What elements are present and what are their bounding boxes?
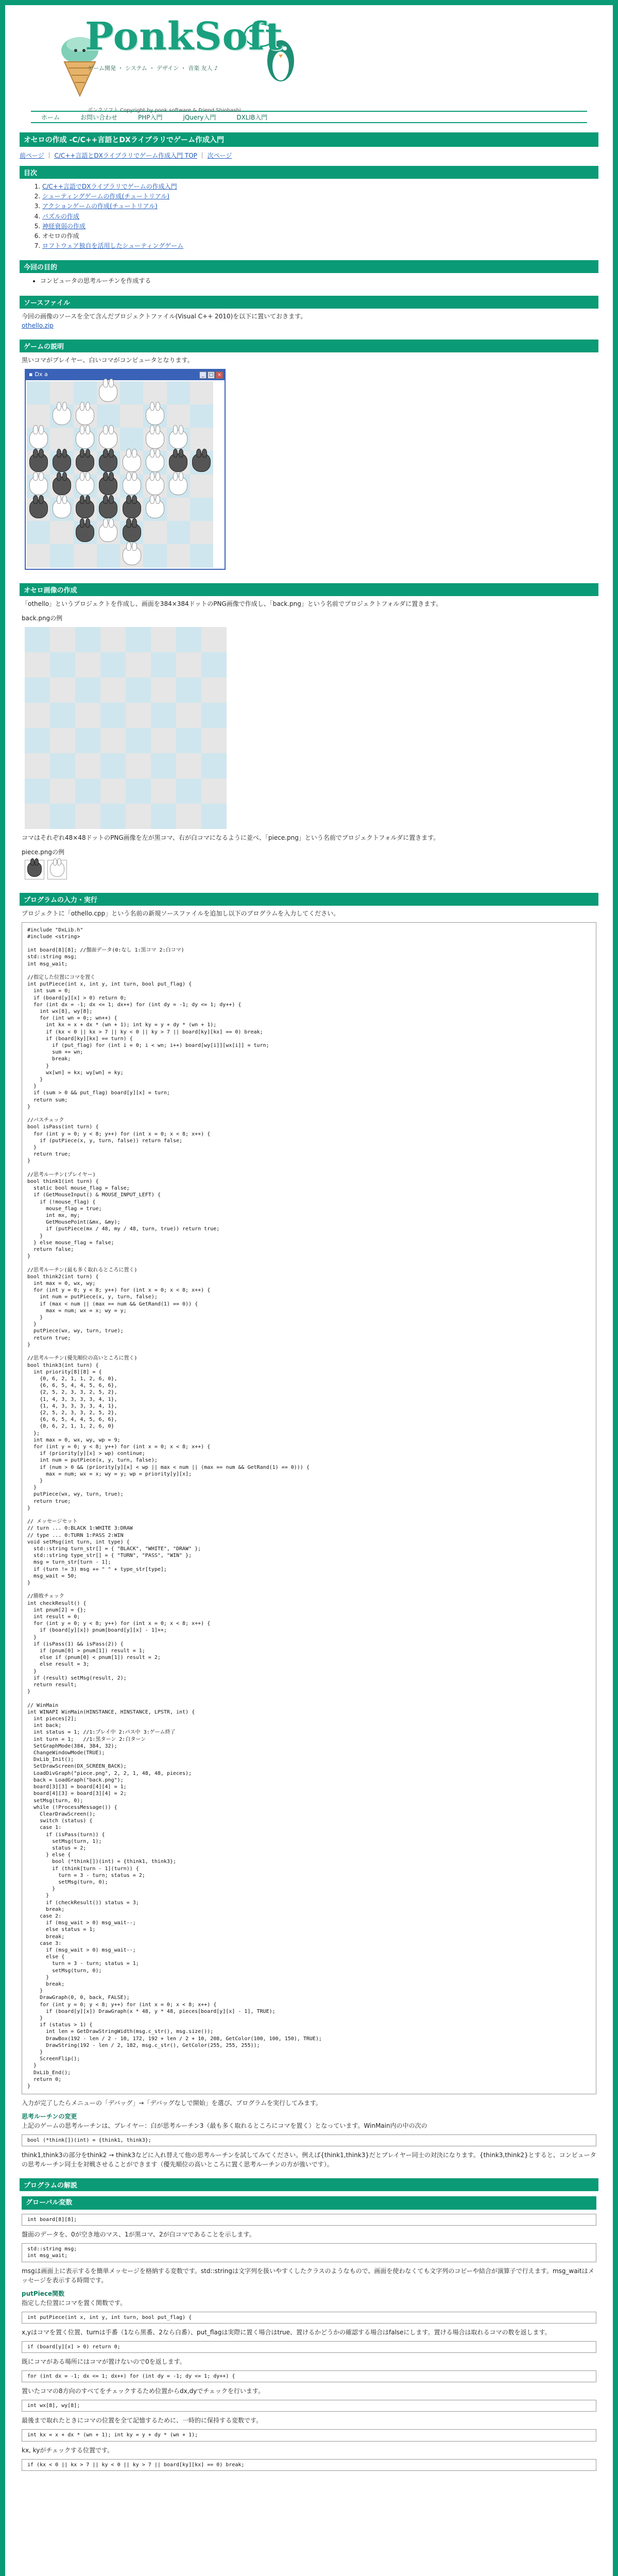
board-cell	[176, 627, 201, 652]
board-cell	[75, 677, 100, 703]
white-piece-icon	[146, 453, 164, 472]
board-cell	[201, 677, 227, 703]
site-logo-subtitle: ゲーム開発 ・ システム ・ デザイン ・ 音楽 友人 ♪	[88, 65, 218, 72]
board-cell	[50, 728, 75, 753]
putpiece-heading: putPiece関数	[22, 2290, 65, 2297]
nav-php[interactable]: PHP入門	[138, 113, 163, 121]
piece-image	[25, 860, 596, 879]
toc-link[interactable]: C/C++言語でDXライブラリでゲームの作成入門	[42, 183, 177, 190]
toc-link[interactable]: 神経衰弱の作成	[42, 222, 86, 230]
breadcrumb-sep: ｜	[199, 152, 205, 159]
board-cell	[151, 627, 176, 652]
board-cell	[176, 652, 201, 677]
board-cell[interactable]	[97, 521, 120, 544]
board-cell	[25, 703, 50, 728]
game-window-titlebar	[26, 370, 225, 380]
black-rabbit-icon	[27, 862, 42, 877]
game-window-screenshot	[25, 369, 226, 570]
white-piece-icon	[169, 477, 187, 495]
board-cell	[100, 804, 126, 829]
board-cell[interactable]	[190, 451, 213, 474]
code-snippet: std::string msg; int msg_wait;	[22, 2243, 596, 2262]
minimize-icon: _	[199, 371, 207, 379]
toc-heading: 目次	[20, 166, 598, 179]
explain-para: kx, kyがチェックする位置です。	[22, 2446, 113, 2454]
board-cell	[151, 778, 176, 804]
toc-link[interactable]: パズルの作成	[42, 212, 80, 220]
toc-link[interactable]: シューティングゲームの作成(チュートリアル)	[42, 193, 170, 200]
board-cell	[25, 753, 50, 778]
image-heading: オセロ画像の作成	[20, 583, 598, 596]
code-snippet: int putPiece(int x, int y, int turn, bool put_flag) {	[22, 2312, 596, 2324]
black-piece-icon	[99, 500, 117, 518]
board-cell[interactable]	[120, 498, 143, 521]
board-cell[interactable]	[120, 428, 143, 451]
board-cell	[75, 804, 100, 829]
board-cell[interactable]	[74, 498, 97, 521]
white-piece-icon	[123, 547, 141, 565]
page-title: オセロの作成 -C/C++言語とDXライブラリでゲーム作成入門	[20, 132, 598, 147]
white-piece-icon	[29, 477, 48, 495]
toc-item	[42, 182, 596, 192]
board-cell[interactable]	[27, 428, 50, 451]
explain-body	[20, 352, 598, 577]
code-snippet: if (board[y][x] > 0) return 0;	[22, 2341, 596, 2353]
explain-para: msgは画面上に表示するを簡単メッセージを格納する変数です。std::stringは文字列を扱いやすくしたクラスのようなもので、画面を使わなくても文字列のコピーや結合が演算子で行えます。msg_waitはメッセージを表示する時間です。	[22, 2267, 594, 2284]
code-snippet: int wx[8], wy[8];	[22, 2400, 596, 2412]
white-piece-icon	[123, 453, 141, 472]
board-cell[interactable]	[27, 544, 50, 567]
board-cell[interactable]	[74, 544, 97, 567]
white-piece-icon	[99, 430, 117, 449]
nav-dxlib[interactable]: DXLIB入門	[236, 113, 268, 121]
board-cell[interactable]	[27, 381, 50, 404]
board-cell	[75, 778, 100, 804]
white-piece-icon	[53, 500, 71, 518]
white-piece-icon	[76, 430, 94, 449]
board-cell[interactable]	[167, 521, 190, 544]
board-cell[interactable]	[97, 428, 120, 451]
back-checker	[25, 627, 227, 829]
board-cell[interactable]	[50, 381, 73, 404]
think-text-2: think1,think3の部分をthink2 → think3などに入れ替えて他の思考ルーチンを試してみてください。例えば{think1,think3}だとプレイヤー同士の対決になります。{think3,think2}とすると、コンピュータの思考ルーチン同士を対戦させることができます（優先順位の高いところに置く思考ルーチンの方が強いです）。	[22, 2151, 596, 2168]
black-piece-icon	[29, 500, 48, 518]
board-cell[interactable]	[74, 451, 97, 474]
board-cell[interactable]	[120, 521, 143, 544]
nav-jquery[interactable]: jQuery入門	[183, 113, 216, 121]
board-cell	[100, 728, 126, 753]
think-code: bool (*think[])(int) = {think1, think3};	[22, 2134, 596, 2146]
back-caption: back.pngの例	[22, 614, 63, 622]
source-heading: ソースファイル	[20, 296, 598, 309]
black-piece-icon	[53, 453, 71, 472]
board-cell	[176, 703, 201, 728]
board-cell[interactable]	[143, 474, 166, 498]
toc-link[interactable]: アクションゲームの作成(チュートリアル)	[42, 202, 158, 210]
image-text-1: 「othello」というプロジェクトを作成し、画面を384×384ドットのPNG画像で作成し、「back.png」という名前でプロジェクトフォルダに置きます。	[22, 600, 442, 607]
back-image	[25, 627, 227, 829]
board-cell[interactable]	[143, 498, 166, 521]
white-piece-icon	[99, 523, 117, 542]
board-cell	[75, 652, 100, 677]
board-cell	[126, 652, 151, 677]
board-cell[interactable]	[190, 474, 213, 498]
purpose-body	[20, 273, 598, 289]
board-cell	[100, 677, 126, 703]
board-cell[interactable]	[190, 521, 213, 544]
image-text-2: コマはそれぞれ48×48ドットのPNG画像を左が黒コマ、右が白コマになるように並べ、「piece.png」という名前でプロジェクトフォルダに置きます。	[22, 834, 440, 841]
board-cell	[151, 728, 176, 753]
purpose-item: • コンピュータの思考ルーチンを作成する	[40, 276, 596, 286]
board-cell	[126, 677, 151, 703]
board-cell	[126, 753, 151, 778]
page	[5, 5, 613, 2576]
nav-contact[interactable]: お問い合わせ	[80, 113, 118, 121]
toc-item	[42, 241, 596, 251]
board-cell	[176, 778, 201, 804]
explain-heading: ゲームの説明	[20, 340, 598, 352]
program-heading: プログラムの入力・実行	[20, 893, 598, 906]
white-piece-icon	[123, 477, 141, 495]
board-cell	[50, 804, 75, 829]
board-cell[interactable]	[167, 381, 190, 404]
program-after-text: 入力が完了したらメニューの「デバッグ」→「デバッグなしで開始」を選び、プログラムを実行してみます。	[22, 2099, 322, 2107]
black-piece-icon	[29, 453, 48, 472]
board-cell[interactable]	[50, 451, 73, 474]
explain-para: 指定した位置にコマを置く関数です。	[22, 2299, 127, 2307]
board-cell[interactable]	[50, 498, 73, 521]
white-piece-icon	[146, 406, 164, 425]
board-cell[interactable]	[50, 474, 73, 498]
board-cell[interactable]	[190, 381, 213, 404]
board-cell[interactable]	[74, 381, 97, 404]
board-cell	[201, 778, 227, 804]
board-cell[interactable]	[190, 498, 213, 521]
black-piece-icon	[76, 453, 94, 472]
board-cell	[151, 677, 176, 703]
board-cell	[151, 804, 176, 829]
board-cell[interactable]	[97, 498, 120, 521]
board-cell[interactable]	[167, 498, 190, 521]
board-cell[interactable]	[167, 404, 190, 428]
board-cell	[75, 753, 100, 778]
board-cell[interactable]	[143, 451, 166, 474]
board-cell	[126, 804, 151, 829]
breadcrumb-sep: ｜	[46, 152, 53, 159]
toc-item	[42, 192, 596, 201]
black-piece-icon	[99, 453, 117, 472]
board-cell	[50, 677, 75, 703]
explain-para: 盤面のデータを、0が空き地のマス、1が黒コマ、2が白コマであることを示します。	[22, 2231, 255, 2239]
board-cell[interactable]	[97, 404, 120, 428]
board-cell	[50, 652, 75, 677]
purpose-heading: 今回の目的	[20, 260, 598, 273]
board-cell	[151, 753, 176, 778]
board-cell[interactable]	[74, 404, 97, 428]
board-cell	[126, 728, 151, 753]
board-cell[interactable]	[120, 451, 143, 474]
board-cell	[151, 652, 176, 677]
board-cell	[25, 728, 50, 753]
black-piece-sample	[25, 860, 44, 879]
board-cell	[50, 627, 75, 652]
black-piece-icon	[169, 453, 187, 472]
program-text: プロジェクトに「othello.cpp」という名前の新規ソースファイルを追加し以下のプログラムを入力してください。	[22, 909, 340, 917]
board-cell[interactable]	[120, 474, 143, 498]
explain2-body	[20, 2191, 598, 2478]
source-body	[20, 309, 598, 333]
site-header	[5, 5, 613, 111]
board-cell	[201, 703, 227, 728]
board-cell[interactable]	[27, 474, 50, 498]
game-window-title: Dx a	[35, 371, 48, 378]
source-text: 今回の画像のソースを全て含んだプロジェクトファイル(Visual C++ 2010)を以下に置いておきます。	[22, 312, 307, 320]
download-link[interactable]: othello.zip	[22, 321, 54, 329]
board-cell[interactable]	[190, 404, 213, 428]
board-cell[interactable]	[27, 404, 50, 428]
explain-para: 既にコマがある場所にはコマが置けないので0を返します。	[22, 2358, 186, 2365]
board-cell	[176, 804, 201, 829]
prev-page-link[interactable]: 前ページ	[20, 152, 44, 159]
white-piece-icon	[146, 430, 164, 449]
board-cell[interactable]	[167, 544, 190, 567]
course-top-link[interactable]: C/C++言語とDXライブラリでゲーム作成入門 TOP	[54, 152, 197, 159]
window-controls	[199, 371, 223, 379]
black-piece-icon	[192, 453, 211, 472]
explain-para: 最後まで取れたときにコマの位置を全て記憶するために、一時的に保持する変数です。	[22, 2417, 263, 2425]
black-piece-icon	[99, 477, 117, 495]
board-cell[interactable]	[97, 451, 120, 474]
board-cell	[151, 703, 176, 728]
maximize-icon: □	[208, 371, 215, 379]
board-cell[interactable]	[27, 521, 50, 544]
board-cell	[25, 677, 50, 703]
board-cell	[25, 627, 50, 652]
board-cell	[126, 778, 151, 804]
board-cell	[75, 703, 100, 728]
piece-caption: piece.pngの例	[22, 848, 64, 856]
board-cell	[50, 778, 75, 804]
toc-item-current: 6. オセロの作成	[42, 231, 596, 241]
board-cell[interactable]	[74, 521, 97, 544]
black-piece-icon	[76, 500, 94, 518]
board-cell[interactable]	[167, 451, 190, 474]
board-cell	[201, 652, 227, 677]
explain2-heading: プログラムの解説	[20, 2178, 598, 2191]
board-cell[interactable]	[27, 498, 50, 521]
board-cell	[100, 753, 126, 778]
black-piece-icon	[123, 500, 141, 518]
toc-link[interactable]: ロフトウェア独自を活用したシューティングゲーム	[42, 242, 184, 250]
board-cell	[126, 627, 151, 652]
board-cell[interactable]	[97, 381, 120, 404]
toc-item	[42, 222, 596, 231]
toc	[20, 179, 598, 254]
white-piece-icon	[99, 383, 117, 402]
toc-item	[42, 212, 596, 222]
game-board	[27, 381, 213, 568]
board-cell[interactable]	[190, 428, 213, 451]
board-cell	[25, 778, 50, 804]
white-piece-icon	[53, 406, 71, 425]
board-cell[interactable]	[143, 544, 166, 567]
board-cell[interactable]	[143, 404, 166, 428]
board-cell	[50, 703, 75, 728]
board-cell[interactable]	[97, 474, 120, 498]
board-cell[interactable]	[50, 404, 73, 428]
board-cell	[176, 728, 201, 753]
nav-home[interactable]: ホーム	[41, 113, 60, 121]
board-cell	[126, 703, 151, 728]
board-cell[interactable]	[50, 521, 73, 544]
next-page-link[interactable]: 次ページ	[207, 152, 232, 159]
board-cell[interactable]	[143, 428, 166, 451]
board-cell[interactable]	[120, 544, 143, 567]
breadcrumb	[20, 151, 598, 160]
board-cell	[201, 804, 227, 829]
site-tagline: ポンクソフト Copyright by ponk software & Friend Shiobashi	[88, 108, 241, 113]
board-cell	[25, 804, 50, 829]
global-var-heading: グローバル変数	[22, 2196, 596, 2210]
white-piece-icon	[76, 477, 94, 495]
explain-para: 置いたコマの8方向のすべてをチェックするため位置からdx,dyでチェックを行います。	[22, 2387, 264, 2395]
board-cell	[176, 677, 201, 703]
think-text-1: 上記のゲームの思考ルーチンは、プレイヤー：白が思考ルーチン3（最も多く取れるところにコマを置く）となっています。WinMain内の中の次の	[22, 2122, 427, 2130]
board-cell	[50, 753, 75, 778]
board-cell[interactable]	[120, 404, 143, 428]
board-cell[interactable]	[143, 521, 166, 544]
board-cell[interactable]	[50, 544, 73, 567]
main-content	[5, 123, 613, 2478]
site-logo-text[interactable]: PonkSoft	[85, 14, 283, 59]
code-snippet: int board[8][8];	[22, 2214, 596, 2226]
black-piece-icon	[53, 477, 71, 495]
board-cell[interactable]	[74, 428, 97, 451]
board-cell	[201, 728, 227, 753]
board-cell[interactable]	[143, 381, 166, 404]
source-code-block: #include "DxLib.h" #include <string> int board[8][8]; //盤面データ(0:なし 1:黒コマ 2:白コマ) std::string msg; int msg_wait; //指定した位置にコマを置く int putPiece(int x, int y, int turn, bool put_flag) { int sum = 0; if (board[y][x] > 0) return 0; for (int dx = -1; dx <= 1; dx++) for (int dy = -1; dy <= 1; dy++) { int wx[8], wy[8]; for (int wn = 0;; wn++) { int kx = x + dx * (wn + 1); int ky = y + dy * (wn + 1); if (kx < 0 || kx > 7 || ky < 0 || ky > 7 || board[ky][kx] == 0) break; if (board[ky][kx] == turn) { if (put_flag) for (int i = 0; i < wn; i++) board[wy[i]][wx[i]] = turn; sum += wn; break; } wx[wn] = kx; wy[wn] = ky; } } if (sum > 0 && put_flag) board[y][x] = turn; return sum; } //パスチェック bool isPass(int turn) { for (int y = 0; y < 8; y++) for (int x = 0; x < 8; x++) { if (putPiece(x, y, turn, false)) return false; } return true; } //思考ルーチン(プレイヤー) bool think1(int turn) { static bool mouse_flag = false; if (GetMouseInput() & MOUSE_INPUT_LEFT) { if (!mouse_flag) { mouse_flag = true; int mx, my; GetMousePoint(&mx, &my); if (putPiece(mx / 48, my / 48, turn, true)) return true; } } else mouse_flag = false; return false; } //思考ルーチン(最も多く取れるところに置く) bool think2(int turn) { int max = 0, wx, wy; for (int y = 0; y < 8; y++) for (int x = 0; x < 8; x++) { int num = putPiece(x, y, turn, false); if (max < num || (max == num && GetRand(1) == 0)) { max = num; wx = x; wy = y; } } putPiece(wx, wy, turn, true); return true; } //思考ルーチン(優先順位の高いところに置く) bool think3(int turn) { int priority[8][8] = { {0, 6, 2, 1, 1, 2, 6, 0}, {6, 6, 5, 4, 4, 5, 6, 6}, {2, 5, 2, 3, 3, 2, 5, 2}, {1, 4, 3, 3, 3, 3, 4, 1}, {1, 4, 3, 3, 3, 3, 4, 1}, {2, 5, 2, 3, 3, 2, 5, 2}, {6, 6, 5, 4, 4, 5, 6, 6}, {0, 6, 2, 1, 1, 2, 6, 0} }; int max = 0, wx, wy, wp = 9; for (int y = 0; y < 8; y++) for (int x = 0; x < 8; x++) { if (priority[y][x] > wp) continue; int num = putPiece(x, y, turn, false); if (num > 0 && (priority[y][x] < wp || max < num || (max == num && GetRand(1) == 0))) { max = num; wx = x; wy = y; wp = priority[y][x]; } } putPiece(wx, wy, turn, true); return true; } // メッセージセット // turn ... 0:BLACK 1:WHITE 3:DRAW // type ... 0:TURN 1:PASS 2:WIN void setMsg(int turn, int type) { std::string turn_str[] = { "BLACK", "WHITE", "DRAW" }; std::string type_str[] = { "TURN", "PASS", "WIN" }; msg = turn_str[turn - 1]; if (turn != 3) msg += " " + type_str[type]; msg_wait = 50; } //勝敗チェック int checkResult() { int pnum[2] = {}; int result = 0; for (int y = 0; y < 8; y++) for (int x = 0; x < 8; x++) { if (board[y][x]) pnum[board[y][x] - 1]++; } if (isPass(1) && isPass(2)) { if (pnum[0] > pnum[1]) result = 1; else if (pnum[0] < pnum[1]) result = 2; else result = 3; } if (result) setMsg(result, 2); return result; } // WinMain int WINAPI WinMain(HINSTANCE, HINSTANCE, LPSTR, int) { int pieces[2]; int back; int status = 1; //1:プレイ中 2:パス中 3:ゲーム終了 int turn = 1; //1:黒ターン 2:白ターン SetGraphMode(384, 384, 32); ChangeWindowMode(TRUE); DxLib_Init(); SetDrawScreen(DX_SCREEN_BACK); LoadDivGraph("piece.png", 2, 2, 1, 48, 48, pieces); back = LoadGraph("back.png"); board[3][3] = board[4][4] = 1; board[4][3] = board[3][4] = 2; setMsg(turn, 0); while (!ProcessMessage()) { ClearDrawScreen(); switch (status) { case 1: if (isPass(turn)) { setMsg(turn, 1); status = 2; } else { bool (*think[])(int) = {think1, think3}; if (think[turn - 1](turn)) { turn = 3 - turn; status = 2; setMsg(turn, 0); } } if (checkResult()) status = 3; break; case 2: if (msg_wait > 0) msg_wait--; else status = 1; break; case 3: if (msg_wait > 0) msg_wait--; else { turn = 3 - turn; status = 1; setMsg(turn, 0); } break; } DrawGraph(0, 0, back, FALSE); for (int y = 0; y < 8; y++) for (int x = 0; x < 8; x++) { if (board[y][x]) DrawGraph(x * 48, y * 48, pieces[board[y][x] - 1], TRUE); } if (status > 1) { int len = GetDrawStringWidth(msg.c_str(), msg.size()); DrawBox(192 - len / 2 - 10, 172, 192 + len / 2 + 10, 208, GetColor(100, 100, 150), TRUE); DrawString(192 - len / 2, 182, msg.c_str(), GetColor(255, 255, 255)); } ScreenFlip(); } DxLib_End(); return 0; }	[22, 922, 596, 2095]
image-body	[20, 596, 598, 887]
board-cell	[201, 627, 227, 652]
board-cell[interactable]	[120, 381, 143, 404]
explain-para: x,yはコマを置く位置、turnは手番（1なら黒番、2なら白番）、put_flagは実際に置く場合はtrue、置けるかどうかの確認する場合はfalseにします。置ける場合は取れるコマの数を返します。	[22, 2328, 551, 2336]
think-title: 思考ルーチンの変更	[22, 2113, 77, 2121]
board-cell	[100, 627, 126, 652]
code-snippet: if (kx < 0 || kx > 7 || ky < 0 || ky > 7 || board[ky][kx] == 0) break;	[22, 2459, 596, 2471]
board-cell	[100, 652, 126, 677]
code-snippet: int kx = x + dx * (wn + 1); int ky = y + dy * (wn + 1);	[22, 2429, 596, 2441]
board-cell	[176, 753, 201, 778]
white-piece-icon	[29, 430, 48, 449]
white-piece-icon	[146, 500, 164, 518]
board-cell[interactable]	[27, 451, 50, 474]
board-cell	[75, 627, 100, 652]
explain-text: 黒いコマがプレイヤー、白いコマがコンピュータとなります。	[22, 356, 194, 364]
board-cell[interactable]	[167, 428, 190, 451]
black-piece-icon	[76, 523, 94, 542]
board-cell	[201, 753, 227, 778]
board-cell[interactable]	[74, 474, 97, 498]
window-app-icon: ▪	[29, 371, 33, 378]
code-snippet: for (int dx = -1; dx <= 1; dx++) for (int dy = -1; dy <= 1; dy++) {	[22, 2370, 596, 2382]
board-cell	[100, 703, 126, 728]
board-cell	[75, 728, 100, 753]
white-rabbit-icon	[50, 862, 65, 877]
white-piece-icon	[146, 477, 164, 495]
board-cell	[100, 778, 126, 804]
white-piece-icon	[76, 406, 94, 425]
board-cell[interactable]	[167, 474, 190, 498]
board-cell[interactable]	[50, 428, 73, 451]
black-piece-icon	[123, 523, 141, 542]
white-piece-sample	[47, 860, 67, 879]
close-icon: ×	[216, 371, 223, 379]
white-piece-icon	[169, 430, 187, 449]
board-cell[interactable]	[97, 544, 120, 567]
toc-item	[42, 201, 596, 211]
board-cell	[25, 652, 50, 677]
program-body	[20, 906, 598, 2173]
board-cell[interactable]	[190, 544, 213, 567]
